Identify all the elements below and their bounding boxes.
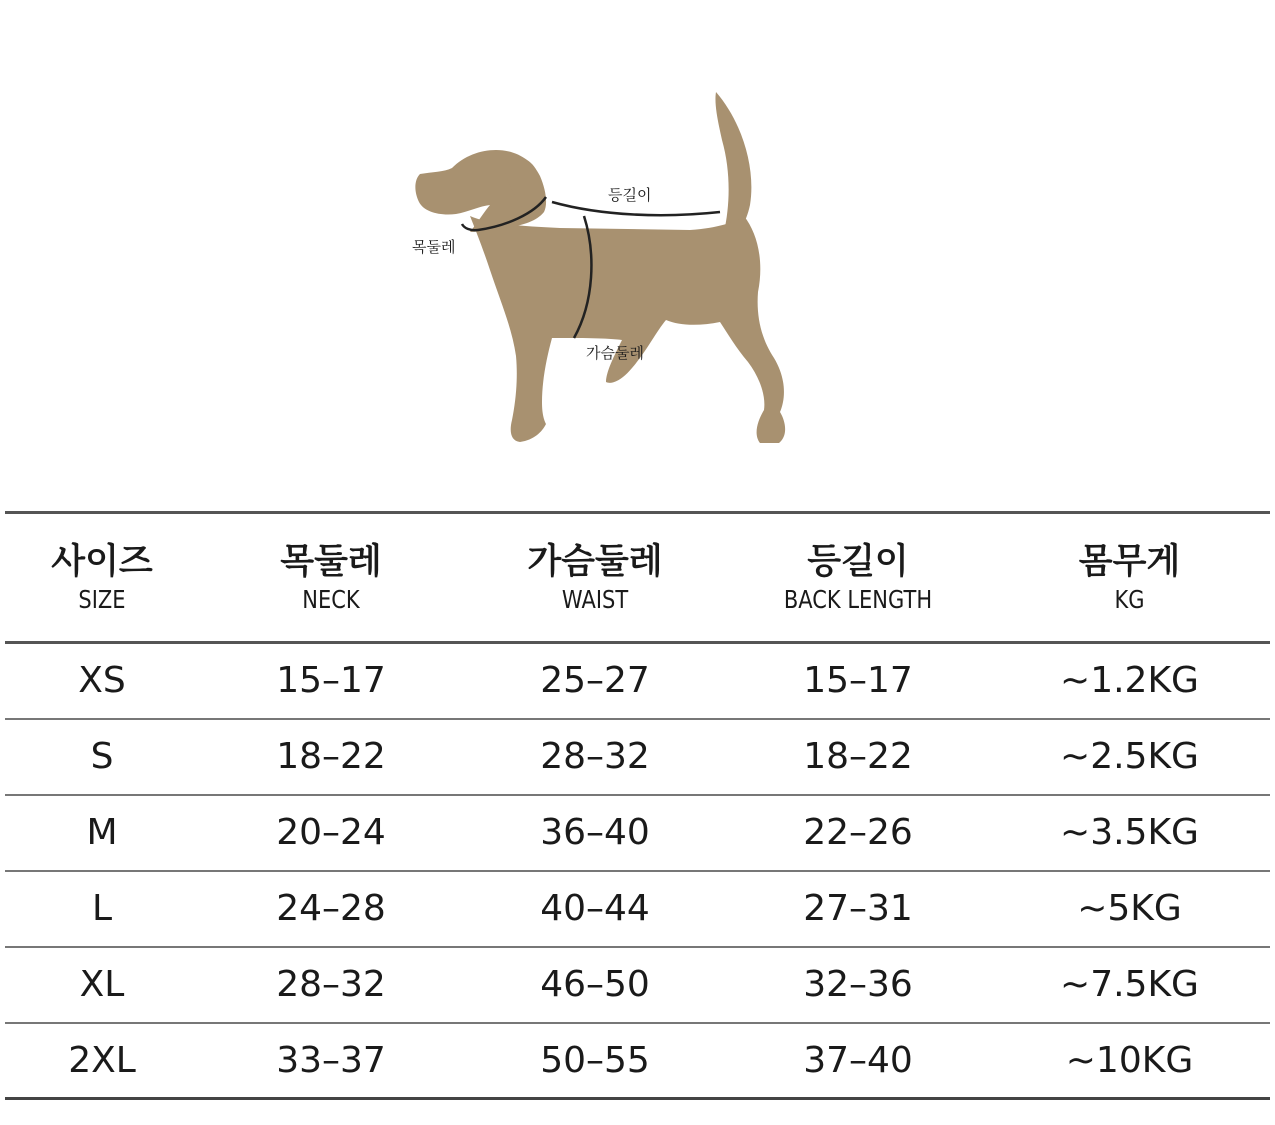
dog-measurement-diagram [0, 0, 1275, 470]
header-size-ko: 사이즈 [51, 541, 153, 582]
table-row [5, 795, 1270, 871]
size-cell: XL [79, 964, 125, 1005]
neck-cell: 28–32 [276, 964, 386, 1005]
back-length-cell: 22–26 [803, 812, 913, 853]
dog-silhouette [415, 92, 785, 443]
weight-cell: ~2.5KG [1060, 736, 1199, 777]
header-waist-ko: 가슴둘레 [527, 541, 663, 582]
weight-cell: ~1.2KG [1060, 660, 1199, 702]
header-weight-en: KG [1114, 584, 1145, 614]
header-back-length [727, 513, 989, 643]
header-neck [199, 513, 463, 643]
header-back-length-en: BACK LENGTH [783, 584, 933, 614]
header-weight [989, 513, 1270, 643]
table-row [5, 947, 1270, 1023]
weight-cell: ~5KG [1077, 888, 1182, 929]
header-size-en: SIZE [78, 584, 126, 614]
header-neck-ko: 목둘레 [280, 541, 382, 582]
neck-cell: 24–28 [276, 888, 386, 929]
header-waist-en: WAIST [561, 584, 629, 614]
chest-label: 가슴둘레 [586, 344, 644, 362]
size-cell: XS [78, 660, 126, 702]
header-size [5, 513, 199, 643]
neck-label: 목둘레 [412, 238, 456, 256]
table-row [5, 643, 1270, 719]
neck-cell: 20–24 [276, 812, 386, 853]
table-body [5, 643, 1270, 1099]
waist-cell: 36–40 [540, 812, 650, 853]
size-cell: M [86, 812, 118, 853]
back-length-cell: 37–40 [803, 1039, 913, 1081]
header-back-length-ko: 등길이 [807, 541, 909, 582]
weight-cell: ~7.5KG [1060, 964, 1199, 1005]
table-row [5, 719, 1270, 795]
back-length-cell: 27–31 [803, 888, 913, 929]
table-header [5, 513, 1270, 643]
size-cell: 2XL [68, 1039, 136, 1081]
size-cell: S [90, 736, 114, 777]
back-length-cell: 18–22 [803, 736, 913, 777]
waist-cell: 50–55 [540, 1039, 650, 1081]
size-cell: L [91, 888, 113, 929]
weight-cell: ~3.5KG [1060, 812, 1199, 853]
waist-cell: 46–50 [540, 964, 650, 1005]
neck-cell: 33–37 [276, 1039, 386, 1081]
table-row [5, 1023, 1270, 1099]
back-length-cell: 15–17 [803, 660, 913, 702]
weight-cell: ~10KG [1065, 1039, 1194, 1081]
header-neck-en: NECK [302, 584, 360, 614]
neck-cell: 18–22 [276, 736, 386, 777]
table-row [5, 871, 1270, 947]
waist-cell: 25–27 [540, 660, 650, 702]
size-chart-table [5, 511, 1270, 1100]
back-length-label: 등길이 [608, 186, 652, 204]
waist-cell: 40–44 [540, 888, 650, 929]
header-weight-ko: 몸무게 [1078, 541, 1181, 582]
waist-cell: 28–32 [540, 736, 650, 777]
dog-tail [715, 92, 751, 234]
dog-body [470, 216, 785, 443]
header-row [5, 513, 1270, 643]
back-length-cell: 32–36 [803, 964, 913, 1005]
neck-cell: 15–17 [276, 660, 386, 702]
header-waist [463, 513, 727, 643]
